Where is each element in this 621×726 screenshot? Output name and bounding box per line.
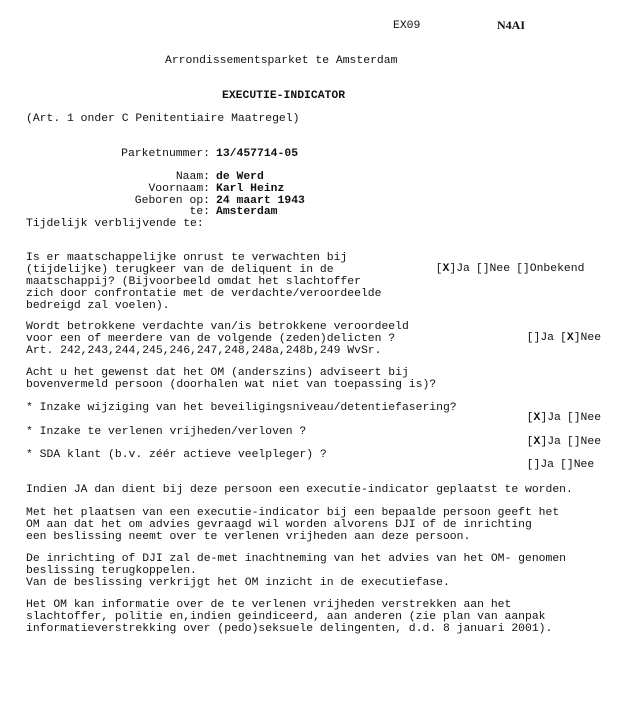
paragraph-plaatsen-line: OM aan dat het om advies gevraagd wil worden alvorens DJI of de inrichting xyxy=(26,519,532,531)
question-onrust-line: Is er maatschappelijke onrust te verwachten bij xyxy=(26,252,348,264)
beveiligingsniveau-ja-checkbox[interactable]: [X]Ja xyxy=(526,412,561,424)
paragraph-plaatsen-line: een beslissing neemt over te verlenen vrijheden aan deze persoon. xyxy=(26,531,471,543)
geboren-value: 24 maart 1943 xyxy=(216,195,305,207)
form-code: EX09 xyxy=(393,20,421,32)
onrust-onbekend-checkbox[interactable]: []Onbekend xyxy=(516,263,585,275)
advies-intro-line: bovenvermeld persoon (doorhalen wat niet van toepassing is)? xyxy=(26,379,437,391)
voornaam-label: Voornaam: xyxy=(148,183,210,195)
paragraph-informatie-line: slachtoffer, politie en,indien geindiceerd, aan anderen (zie plan van aanpak xyxy=(26,611,546,623)
question-zeden-line: Art. 242,243,244,245,246,247,248,248a,248b,249 WvSr. xyxy=(26,345,382,357)
question-zeden-line: Wordt betrokkene verdachte van/is betrokkene veroordeeld xyxy=(26,321,409,333)
zeden-nee-checkbox[interactable]: [X]Nee xyxy=(560,332,602,344)
sda-klant-ja-checkbox[interactable]: []Ja xyxy=(526,459,555,471)
sda-klant-options xyxy=(513,447,600,471)
article-reference: (Art. 1 onder C Penitentiaire Maatregel) xyxy=(26,113,300,125)
onrust-options xyxy=(422,251,590,275)
beveiligingsniveau-nee-checkbox[interactable]: []Nee xyxy=(566,412,602,424)
parketnummer-label: Parketnummer: xyxy=(121,148,210,160)
document-title: EXECUTIE-INDICATOR xyxy=(222,90,346,102)
naam-value: de Werd xyxy=(216,171,264,183)
geboren-label: Geboren op: xyxy=(134,195,210,207)
bullet-sda-klant: * SDA klant (b.v. zéér actieve veelpleger) ? xyxy=(26,449,327,461)
paragraph-inrichting-line: beslissing terugkoppelen. xyxy=(26,565,197,577)
paragraph-plaatsen-line: Met het plaatsen van een executie-indicator bij een bepaalde persoon geeft het xyxy=(26,507,560,519)
question-onrust-line: zich door confrontatie met de verdachte/veroordeelde xyxy=(26,288,382,300)
zeden-ja-checkbox[interactable]: []Ja xyxy=(526,332,555,344)
bullet-beveiligingsniveau: * Inzake wijziging van het beveiligingsniveau/detentiefasering? xyxy=(26,402,457,414)
parketnummer-value: 13/457714-05 xyxy=(216,148,299,160)
advies-intro-line: Acht u het gewenst dat het OM (anderszins) adviseert bij xyxy=(26,367,409,379)
verblijf-label: Tijdelijk verblijvende te: xyxy=(26,218,204,230)
paragraph-indien-ja: Indien JA dan dient bij deze persoon een executie-indicator geplaatst te worden. xyxy=(26,484,573,496)
question-onrust-line: bedreigd zal voelen). xyxy=(26,300,170,312)
te-label: te: xyxy=(189,206,210,218)
onrust-ja-checkbox[interactable]: [X]Ja xyxy=(435,263,470,275)
vrijheden-options xyxy=(513,424,607,448)
office-name: Arrondissementsparket te Amsterdam xyxy=(165,55,398,67)
paragraph-inrichting-line: De inrichting of DJI zal de-met inachtneming van het advies van het OM- genomen xyxy=(26,553,567,565)
question-onrust-line: (tijdelijke) terugkeer van de deliquent in de xyxy=(26,264,334,276)
voornaam-value: Karl Heinz xyxy=(216,183,285,195)
vrijheden-ja-checkbox[interactable]: [X]Ja xyxy=(526,436,561,448)
vrijheden-nee-checkbox[interactable]: []Nee xyxy=(566,436,602,448)
question-zeden-line: voor een of meerdere van de volgende (zeden)delicten ? xyxy=(26,333,396,345)
bullet-vrijheden: * Inzake te verlenen vrijheden/verloven ? xyxy=(26,426,307,438)
sda-klant-nee-checkbox[interactable]: []Nee xyxy=(560,459,595,471)
paragraph-informatie-line: informatieverstrekking over (pedo)seksuele delingenten, d.d. 8 januari 2001). xyxy=(26,623,553,635)
onrust-nee-checkbox[interactable]: []Nee xyxy=(475,263,511,275)
naam-label: Naam: xyxy=(175,171,210,183)
question-onrust-line: maatschappij? (Bijvoorbeeld omdat het slachtoffer xyxy=(26,276,361,288)
paragraph-informatie-line: Het OM kan informatie over de te verlenen vrijheden verstrekken aan het xyxy=(26,599,512,611)
te-value: Amsterdam xyxy=(216,206,278,218)
form-ref: N4AI xyxy=(497,18,526,32)
zeden-options xyxy=(513,320,607,344)
paragraph-inrichting-line: Van de beslissing verkrijgt het OM inzicht in de executiefase. xyxy=(26,577,450,589)
beveiligingsniveau-options xyxy=(513,400,607,424)
